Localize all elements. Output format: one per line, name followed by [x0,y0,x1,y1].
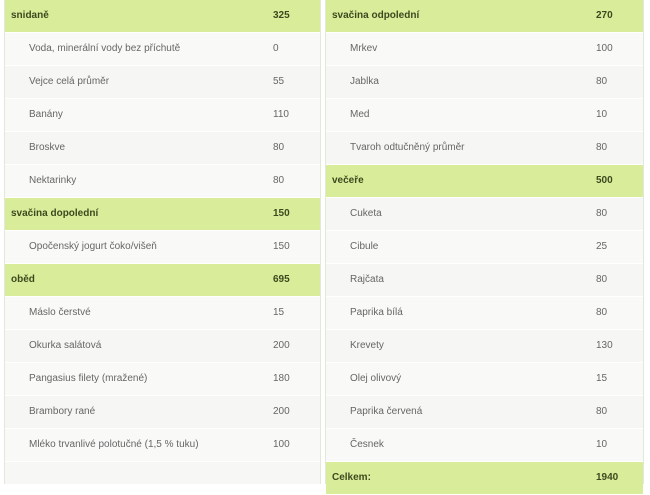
food-name: Voda, minerální vody bez příchutě [29,43,181,54]
meal-category-row-obed [5,264,320,297]
food-item-row-voda-mineralni-vody-bez-prichute [5,33,320,66]
food-item-row-opocensky-jogurt-coko-visen [5,231,320,264]
food-amount: 80 [596,274,608,285]
meal-name: snidaně [11,10,49,21]
left-meal-table [4,0,321,484]
meal-name: večeře [332,175,364,186]
food-amount: 80 [273,142,285,153]
food-name: Broskve [29,142,66,153]
food-item-row-brambory-rane [5,396,320,429]
food-amount: 110 [273,109,289,120]
food-item-row-paprika-cervena [326,396,643,429]
food-item-row-banany [5,99,320,132]
food-item-row-pangasius-filety-mrazene [5,363,320,396]
food-item-row-mleko-trvanlive-polotucne-1-5-tuku [5,429,320,462]
meal-name: svačina odpolední [332,10,420,21]
food-name: Paprika bílá [350,307,403,318]
food-name: Rajčata [350,274,384,285]
food-name: Pangasius filety (mražené) [29,373,148,384]
food-name: Nektarinky [29,175,77,186]
food-amount: 10 [596,109,608,120]
meal-name: svačina dopolední [11,208,99,219]
food-name: Opočenský jogurt čoko/višeň [29,241,157,252]
food-item-row-nektarinky [5,165,320,198]
food-item-row-maslo-cerstve [5,297,320,330]
food-name: Vejce celá průměr [29,76,110,87]
food-amount: 130 [596,340,613,351]
meal-total: 150 [273,208,290,219]
food-amount: 200 [273,340,290,351]
food-name: Mléko trvanlivé polotučné (1,5 % tuku) [29,439,199,450]
food-name: Krevety [350,340,384,351]
food-item-row-olej-olivovy [326,363,643,396]
food-amount: 25 [596,241,608,252]
total-row-celkem [326,462,643,495]
food-amount: 80 [596,142,608,153]
food-amount: 0 [273,43,279,54]
food-name: Tvaroh odtučněný průměr [350,142,465,153]
food-name: Banány [29,109,63,120]
total-label: Celkem: [332,472,371,483]
food-item-row-tvaroh-odtucneny-prumer [326,132,643,165]
food-amount: 10 [596,439,608,450]
food-amount: 55 [273,76,285,87]
food-amount: 100 [596,43,613,54]
right-meal-table [325,0,644,484]
food-amount: 80 [273,175,285,186]
meal-category-row-svacina-dopoledni [5,198,320,231]
total-amount: 1940 [596,472,619,483]
food-name: Mrkev [350,43,378,54]
meal-name: oběd [11,274,35,285]
food-item-row-rajcata [326,264,643,297]
food-name: Cibule [350,241,379,252]
food-name: Máslo čerstvé [29,307,91,318]
food-item-row-mrkev [326,33,643,66]
food-amount: 80 [596,208,608,219]
meal-total: 270 [596,10,613,21]
meal-category-row-svacina-odpoledni [326,0,643,33]
food-name: Med [350,109,370,120]
food-name: Okurka salátová [29,340,102,351]
food-amount: 100 [273,439,290,450]
meal-total: 500 [596,175,613,186]
food-item-row-jablka [326,66,643,99]
food-amount: 200 [273,406,290,417]
food-name: Jablka [350,76,379,87]
food-item-row-krevety [326,330,643,363]
meal-category-row-vecere [326,165,643,198]
meal-total: 325 [273,10,290,21]
food-item-row-cibule [326,231,643,264]
food-item-row-vejce-cela-prumer [5,66,320,99]
food-amount: 180 [273,373,290,384]
food-amount: 15 [596,373,608,384]
food-name: Česnek [350,439,384,450]
food-name: Olej olivový [350,373,402,384]
food-item-row-broskve [5,132,320,165]
food-item-row-cesnek [326,429,643,462]
food-amount: 15 [273,307,285,318]
food-name: Cuketa [350,208,382,219]
food-item-row-cuketa [326,198,643,231]
meal-total: 695 [273,274,290,285]
food-item-row-okurka-salatova [5,330,320,363]
food-name: Paprika červená [350,406,423,417]
food-item-row-paprika-bila [326,297,643,330]
meal-category-row-snidane [5,0,320,33]
food-amount: 80 [596,307,608,318]
food-amount: 80 [596,76,608,87]
food-amount: 150 [273,241,290,252]
food-name: Brambory rané [29,406,96,417]
food-item-row-med [326,99,643,132]
food-amount: 80 [596,406,608,417]
